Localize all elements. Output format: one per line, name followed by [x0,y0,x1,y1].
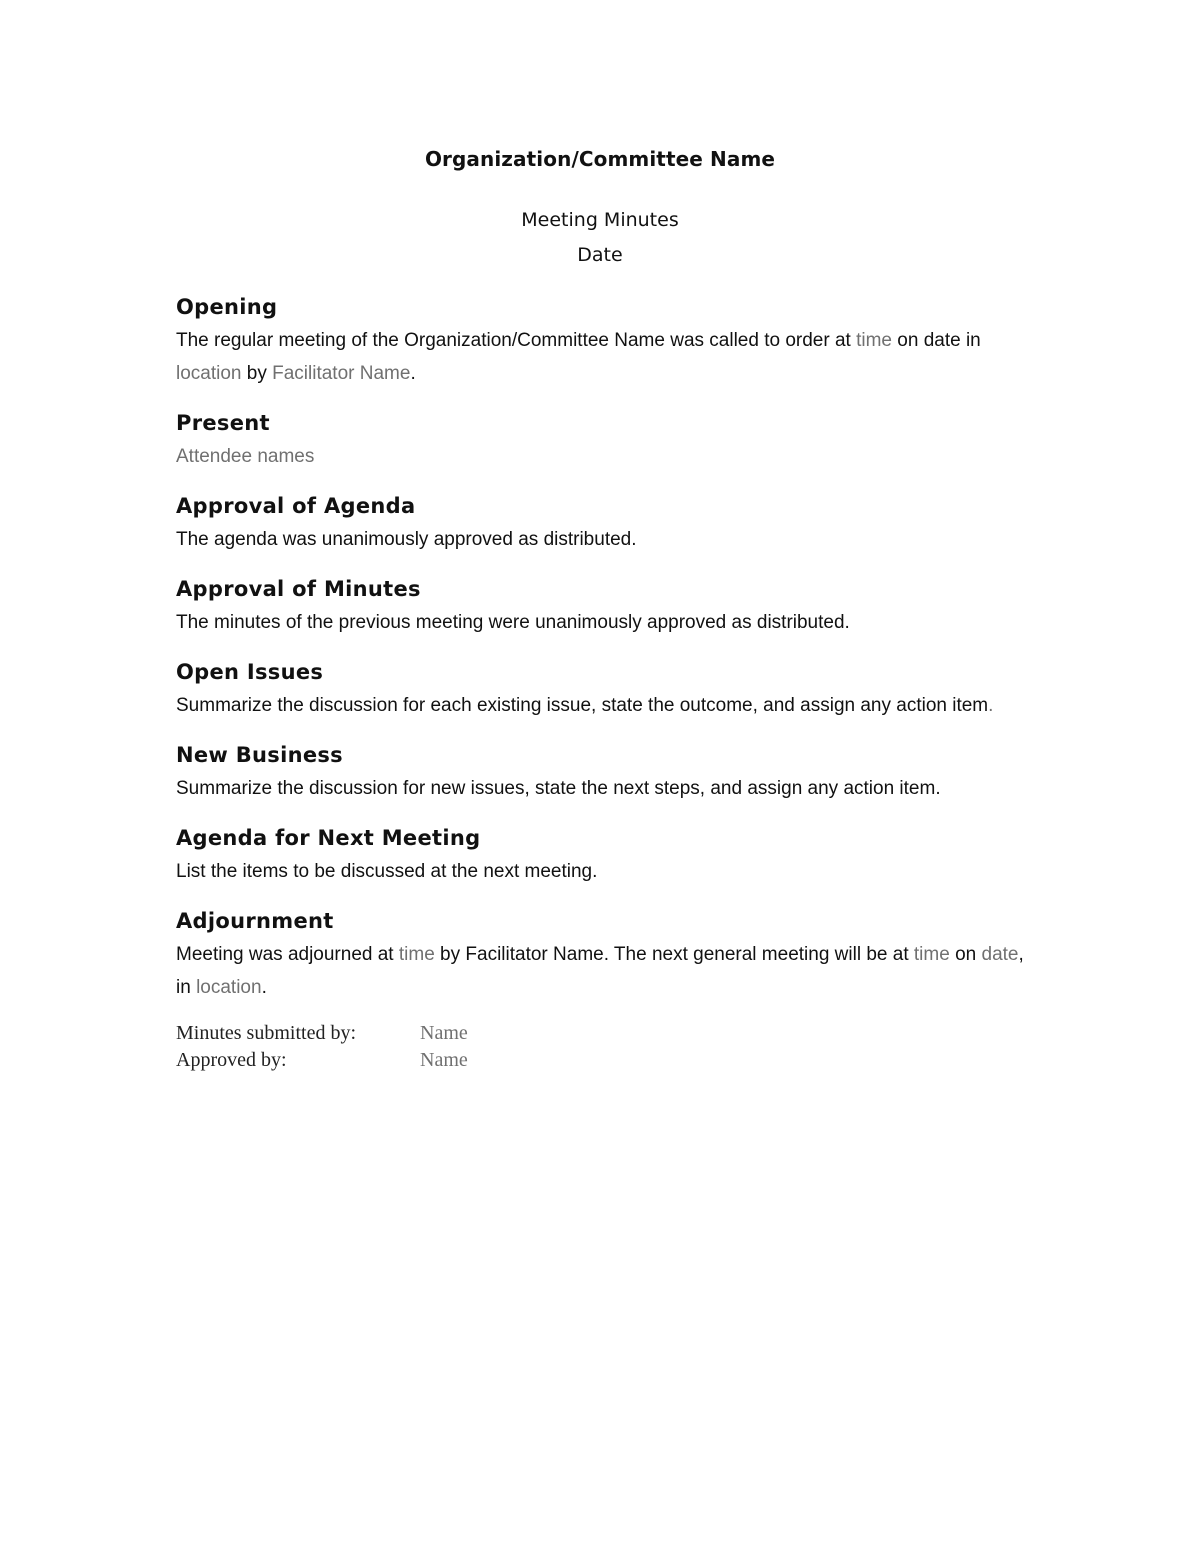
section-heading: Open Issues [176,660,324,684]
time-placeholder: time [398,944,435,965]
document-content [176,140,1026,1074]
opening-text-part: The regular meeting of the Organization/Committee Name was called to order at [176,330,857,351]
submitted-by-name: Name [420,1022,468,1044]
section-heading: Agenda for Next Meeting [176,826,481,850]
document-header [176,140,1024,272]
open-issues-text [176,689,1026,722]
attendees-placeholder: Attendee names [176,446,315,467]
adjournment-text-part: Meeting was adjourned at [176,944,399,965]
section-approval-of-agenda [176,489,1026,556]
approval-minutes-text: The minutes of the previous meeting were unanimously approved as distributed. [176,612,850,633]
section-new-business [176,738,1026,805]
section-approval-of-minutes [176,572,1026,639]
approved-by-label: Approved by: [176,1049,287,1071]
section-opening [176,290,1026,390]
section-heading: Present [176,411,270,435]
approval-agenda-text: The agenda was unanimously approved as distributed. [176,529,637,550]
location-placeholder: location [176,363,242,384]
signoff-row-submitted [176,1020,1026,1047]
opening-text-part: on date in [892,330,981,351]
section-heading: Adjournment [176,909,334,933]
new-business-text: Summarize the discussion for new issues, state the next steps, and assign any action item. [176,778,941,799]
adjournment-text-part: by Facilitator Name. The next general meeting will be at [434,944,914,965]
adjournment-text [176,938,1026,1004]
section-open-issues [176,655,1026,722]
next-agenda-text: List the items to be discussed at the next meeting. [176,861,598,882]
meeting-date: Date [577,244,623,266]
adjournment-text-part: on [949,944,982,965]
open-issues-text-part: Summarize the discussion for each existing issue, state the outcome, and assign any action item [176,695,989,716]
section-present [176,406,1026,473]
time-placeholder: time [913,944,950,965]
approved-by-name: Name [420,1049,468,1071]
section-agenda-next-meeting [176,821,1026,888]
submitted-by-label: Minutes submitted by: [176,1022,356,1044]
section-heading: Approval of Agenda [176,494,416,518]
opening-text-part: by [241,363,273,384]
opening-text-part: . [410,363,416,384]
signoff-row-approved [176,1047,1026,1074]
adjournment-text-part: . [261,977,267,998]
date-placeholder: date [981,944,1019,965]
section-heading: New Business [176,743,343,767]
time-placeholder: time [856,330,893,351]
organization-title: Organization/Committee Name [424,147,776,171]
section-adjournment [176,904,1026,1004]
adjournment-text-part: , in [176,944,1024,998]
opening-text [176,324,1026,390]
minutes-sections [176,290,1026,1004]
meeting-minutes-subtitle: Meeting Minutes [521,209,679,231]
section-heading: Approval of Minutes [176,577,421,601]
section-heading: Opening [176,295,278,319]
location-placeholder: location [196,977,262,998]
open-issues-text-end: . [988,695,994,716]
facilitator-placeholder: Facilitator Name [272,363,411,384]
signoff-block [176,1020,1026,1074]
